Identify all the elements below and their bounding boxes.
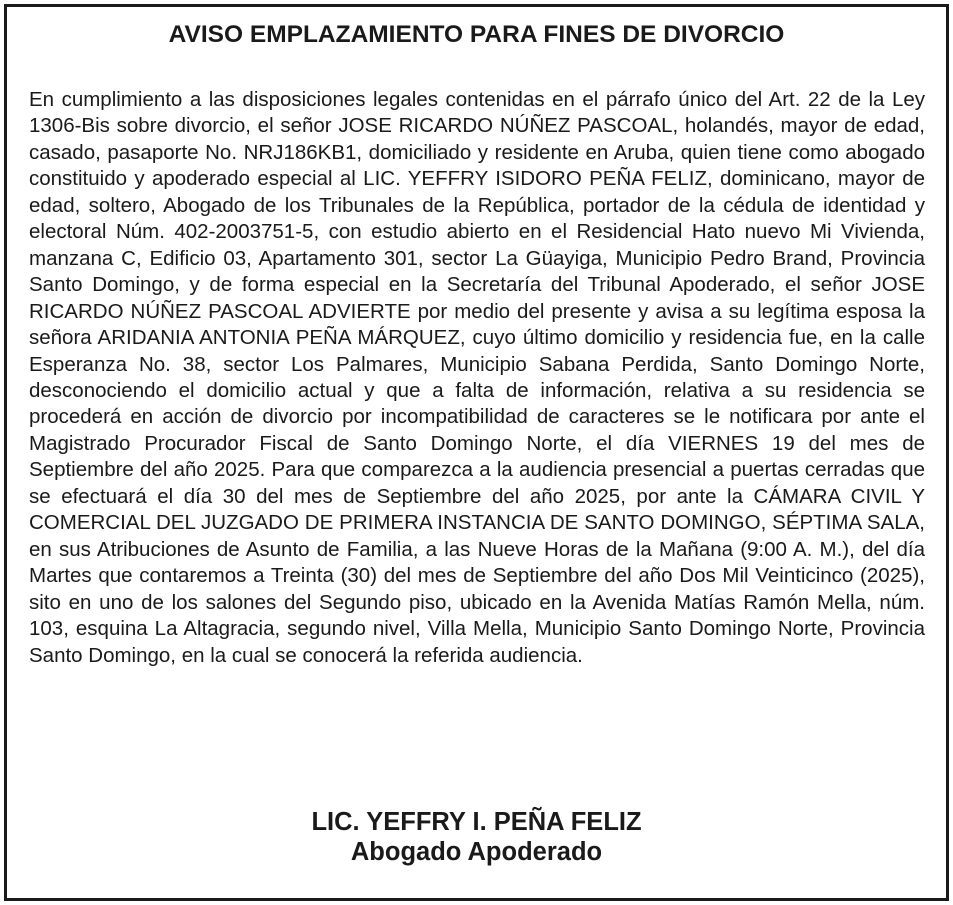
notice-title: AVISO EMPLAZAMIENTO PARA FINES DE DIVORCIO	[168, 21, 785, 48]
signature-role: Abogado Apoderado	[350, 838, 603, 866]
signature-block	[7, 807, 946, 867]
notice-body: En cumplimiento a las disposiciones legales contenidas en el párrafo único del Art. 22 de la Ley 1306-Bis sobre divorcio, el señor JOSE RICARDO NÚÑEZ PASCOAL, holandés, mayor de edad, casado, pasaporte No. NRJ186KB1, domiciliado y residente en Aruba, quien tiene como abogado constituido y apoderado especial al LIC. YEFFRY ISIDORO PEÑA FELIZ, dominicano, mayor de edad, soltero, Abogado de los Tribunales de la República, portador de la cédula de identidad y electoral Núm. 402-2003751-5, con estudio abierto en el Residencial Hato nuevo Mi Vivienda, manzana C, Edificio 03, Apartamento 301, sector La Güayiga, Municipio Pedro Brand, Provincia Santo Domingo, y de forma especial en la Secretaría del Tribunal Apoderado, el señor JOSE RICARDO NÚÑEZ PASCOAL ADVIERTE por medio del presente y avisa a su legítima esposa la señora ARIDANIA ANTONIA PEÑA MÁRQUEZ, cuyo último domicilio y residencia fue, en la calle Esperanza No. 38, sector Los Palmares, Municipio Sabana Perdida, Santo Domingo Norte, desconociendo el domicilio actual y que a falta de información, relativa a su residencia se procederá en acción de divorcio por incompatibilidad de caracteres se le notificara por ante el Magistrado Procurador Fiscal de Santo Domingo Norte, el día VIERNES 19 del mes de Septiembre del año 2025. Para que comparezca a la audiencia presencial a puertas cerradas que se efectuará el día 30 del mes de Septiembre del año 2025, por ante la CÁMARA CIVIL Y COMERCIAL DEL JUZGADO DE PRIMERA INSTANCIA DE SANTO DOMINGO, SÉPTIMA SALA, en sus Atribuciones de Asunto de Familia, a las Nueve Horas de la Mañana (9:00 A. M.), del día Martes que contaremos a Treinta (30) del mes de Septiembre del año Dos Mil Veinticinco (2025), sito en uno de los salones del Segundo piso, ubicado en la Avenida Matías Ramón Mella, núm. 103, esquina La Altagracia, segundo nivel, Villa Mella, Municipio Santo Domingo Norte, Provincia Santo Domingo, en la cual se conocerá la referida audiencia.	[29, 88, 925, 667]
legal-notice	[4, 4, 949, 901]
signature-name: LIC. YEFFRY I. PEÑA FELIZ	[311, 808, 642, 836]
